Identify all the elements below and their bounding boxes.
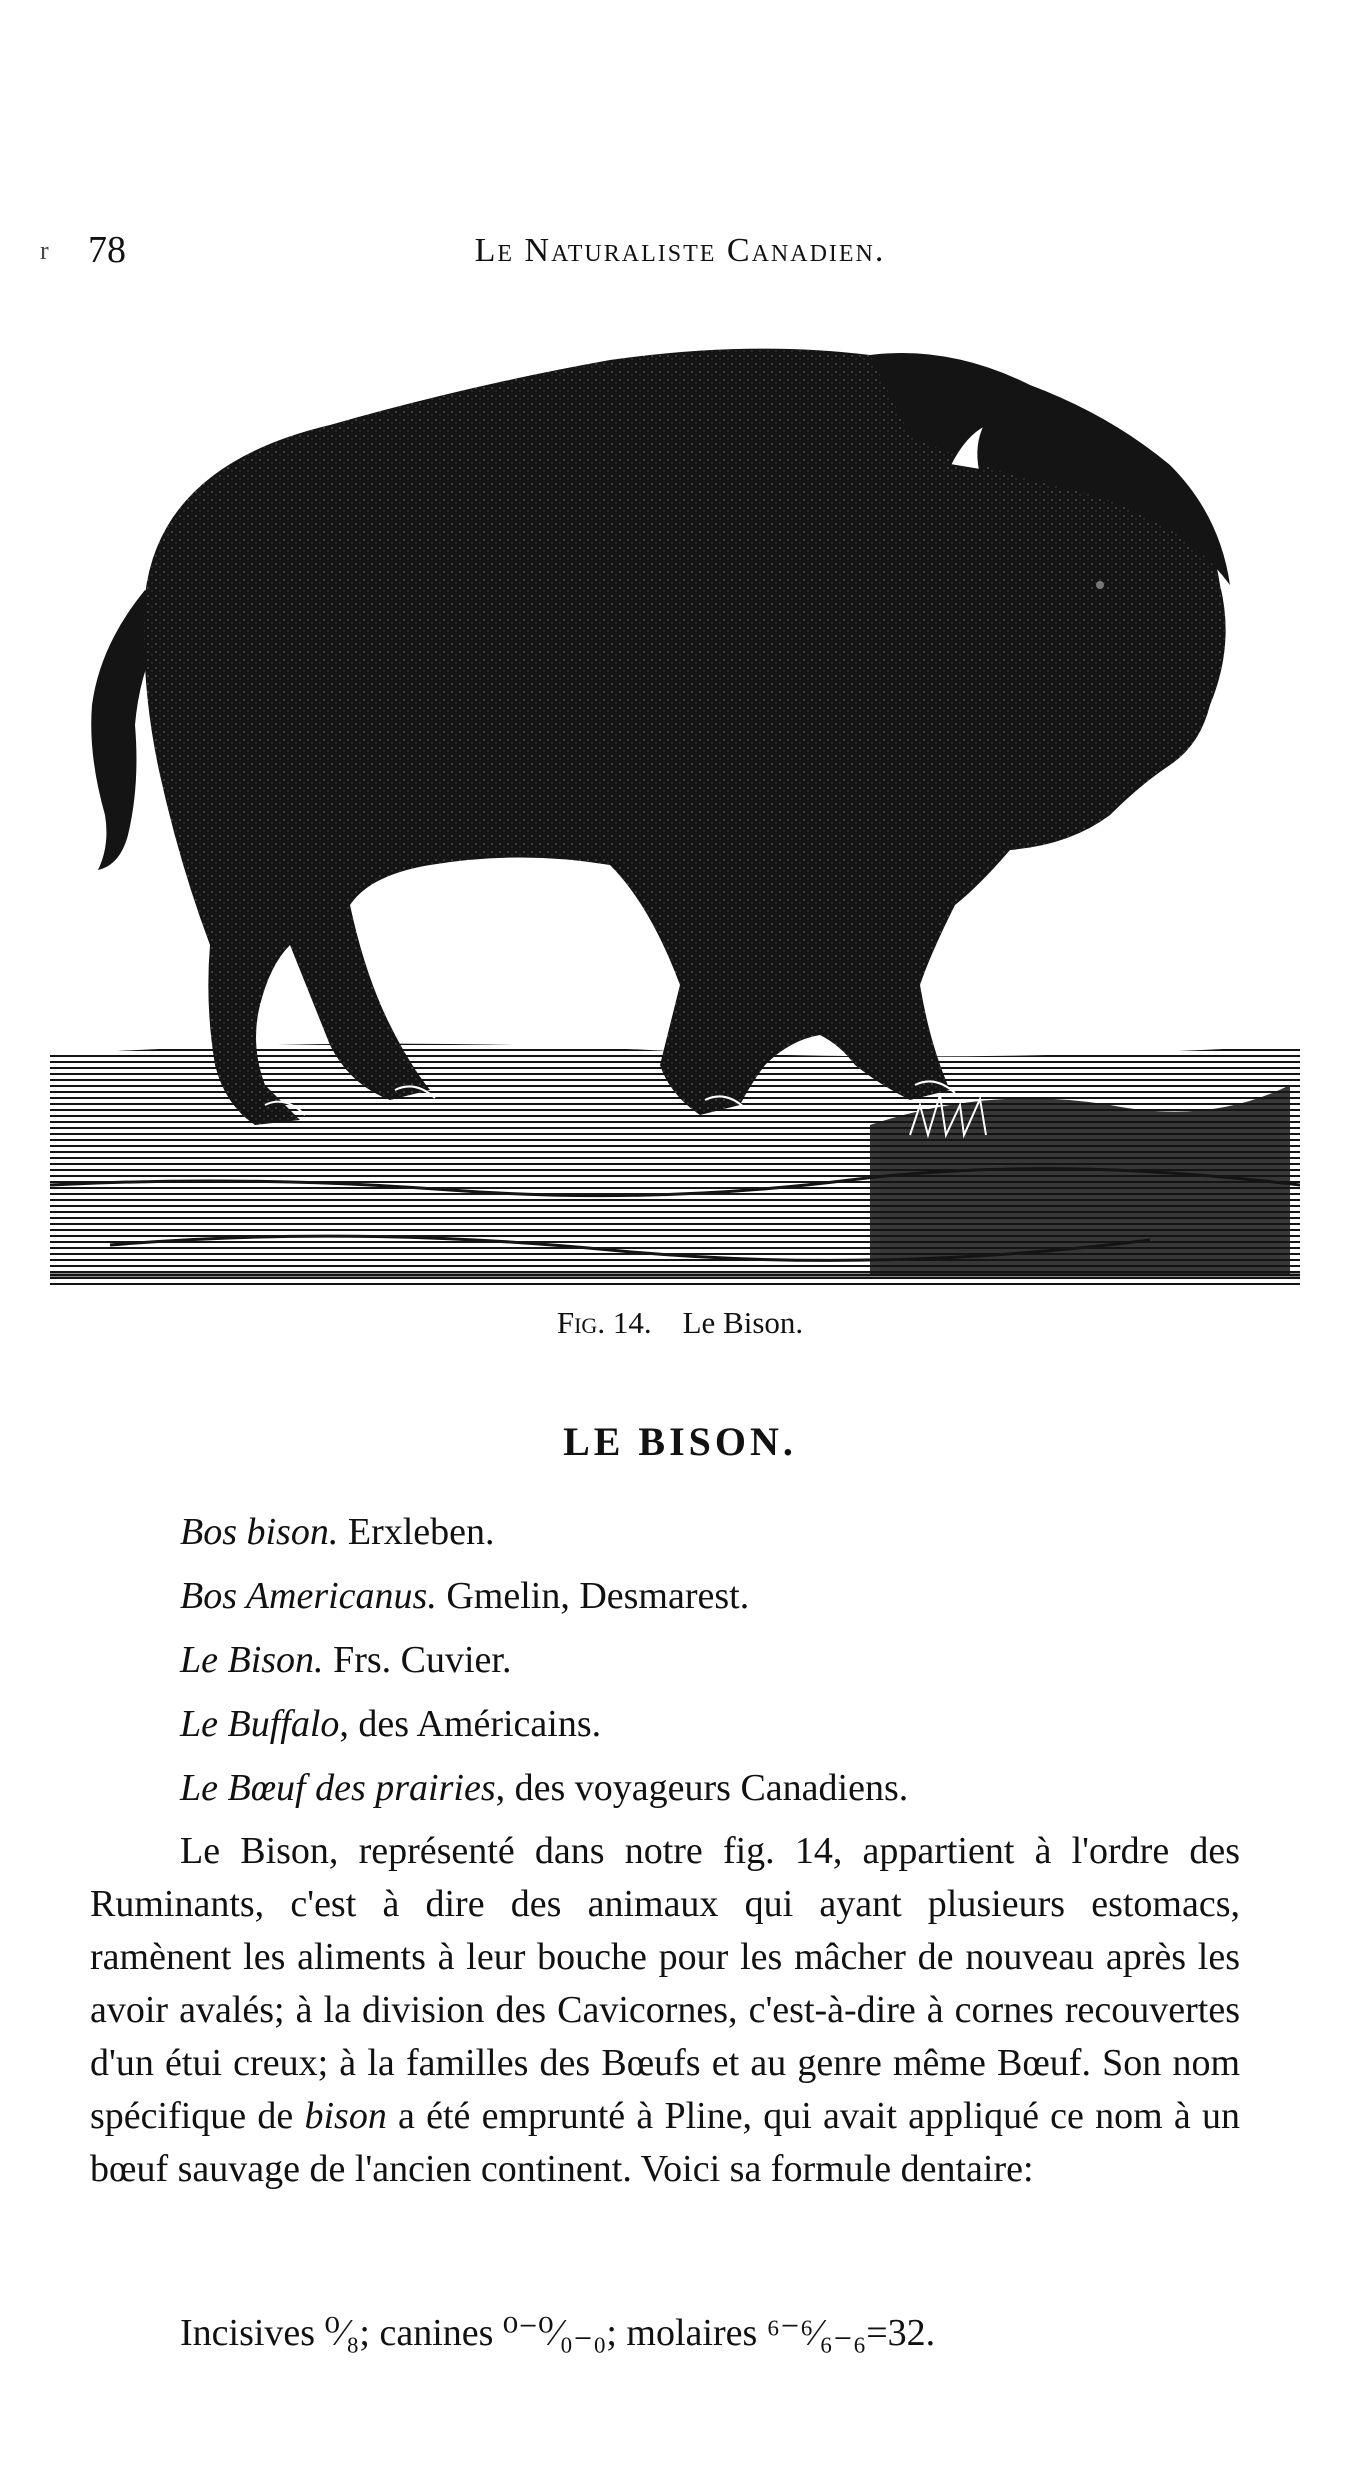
- molaires-label: ; molaires: [606, 2312, 758, 2354]
- synonym-name: Bos Americanus.: [180, 1575, 437, 1617]
- synonym-name: Le Bison.: [180, 1639, 324, 1681]
- synonym-name: Le Buffalo: [180, 1703, 340, 1745]
- caption-title: Le Bison.: [682, 1305, 804, 1340]
- synonym-author: , des voyageurs Canadiens.: [495, 1767, 909, 1809]
- dental-formula: [180, 2310, 935, 2355]
- incisives-value: ⁰⁄₈: [324, 2312, 360, 2354]
- synonym-line: [180, 1756, 1280, 1820]
- canines-label: ; canines: [359, 2312, 494, 2354]
- synonym-name: Le Bœuf des prairies: [180, 1767, 496, 1809]
- synonym-author: Frs. Cuvier.: [323, 1639, 512, 1681]
- synonym-author: Erxleben.: [338, 1511, 495, 1553]
- molaires-value: ⁶⁻⁶⁄₆₋₆: [766, 2312, 867, 2354]
- synonym-line: [180, 1500, 1280, 1564]
- caption-label: Fig. 14.: [556, 1305, 652, 1340]
- body-italic-word: bison: [304, 2095, 387, 2137]
- body-paragraph: [90, 1825, 1240, 2196]
- canines-value: ⁰⁻⁰⁄₀₋₀: [502, 2312, 607, 2354]
- synonym-line: [180, 1564, 1280, 1628]
- formula-total: =32.: [866, 2312, 936, 2354]
- synonym-author: Gmelin, Desmarest.: [436, 1575, 750, 1617]
- section-title: LE BISON.: [563, 1419, 797, 1464]
- synonym-name: Bos bison.: [180, 1511, 339, 1553]
- body-text-part1: Le Bison, représenté dans notre fig. 14, appartient à l'ordre des Ruminants, c'est à dire des animaux qui ayant plusieurs estomacs, ramènent les aliments à leur bouche pour les mâcher de nouveau après les avoir avalés; à la division des Cavicornes, c'est-à-dire à cornes recouvertes d'un étui creux; à la familles des Bœufs et au genre même Bœuf. Son nom spécifique de: [90, 1830, 1240, 2137]
- bison-eye: [1096, 581, 1104, 589]
- incisives-label: Incisives: [180, 2312, 316, 2354]
- figure-caption: [0, 1305, 1360, 1341]
- running-title: Le Naturaliste Canadien.: [474, 232, 886, 269]
- body-text-part2: a été emprunté à Pline, qui avait appliqué ce nom à un bœuf sauvage de l'ancien continent. Voici sa formule dentaire:: [90, 2095, 1240, 2190]
- bison-illustration: [50, 345, 1300, 1285]
- page-number: 78: [88, 229, 126, 271]
- synonym-line: [180, 1628, 1280, 1692]
- synonym-list: [180, 1500, 1280, 1820]
- synonym-author: , des Américains.: [339, 1703, 602, 1745]
- synonym-line: [180, 1692, 1280, 1756]
- margin-mark: r: [40, 236, 49, 265]
